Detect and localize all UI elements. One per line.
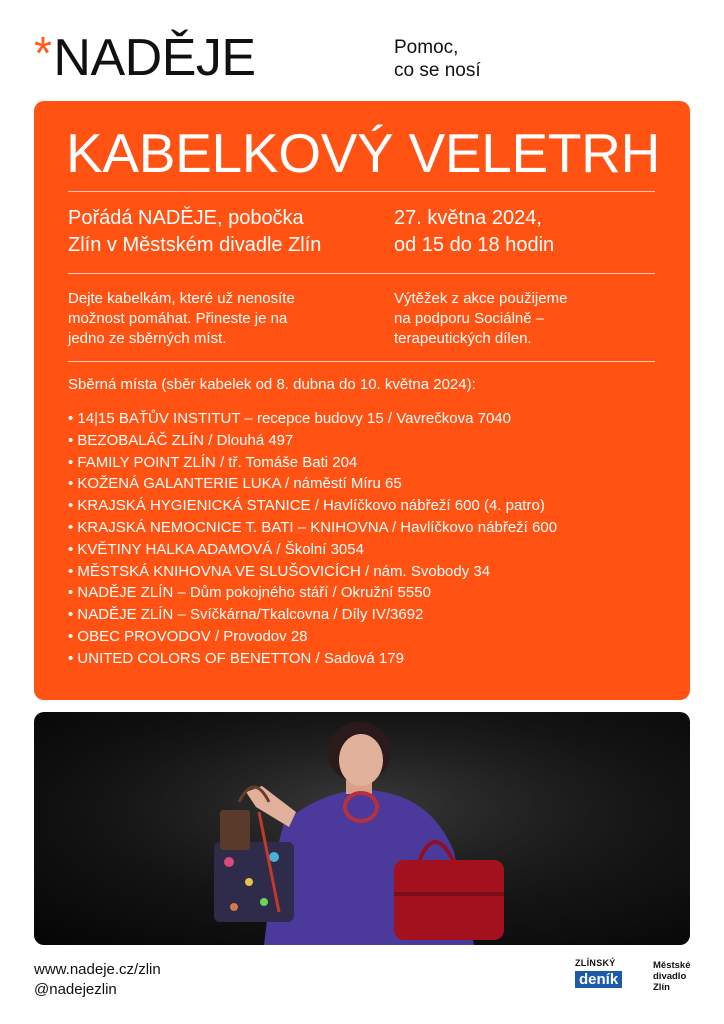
brown-handbag (220, 810, 250, 850)
site-name: • KVĚTINY HALKA ADAMOVÁ (68, 540, 273, 558)
theatre-line: Městské (653, 960, 691, 971)
mestske-divadlo-logo (653, 960, 691, 993)
zlinsky-denik-logo (575, 958, 637, 989)
site-address: – Dům pokojného stáří / Okružní 5550 (173, 584, 431, 602)
site-name: • NADĚJE ZLÍN (68, 584, 174, 602)
site-address: / Havlíčkovo nábřeží 600 (387, 518, 558, 536)
divider (68, 191, 655, 192)
floral-handbag (214, 842, 294, 922)
site-address: / Školní 3054 (272, 540, 364, 558)
site-name: • UNITED COLORS OF BENETTON (68, 649, 312, 667)
social-handle[interactable]: @nadejezlin (34, 981, 117, 998)
event-panel (34, 101, 690, 700)
site-name: • KRAJSKÁ NEMOCNICE T. BATI – KNIHOVNA (68, 518, 388, 536)
logo-text: NADĚJE (53, 29, 256, 87)
bag-pattern (269, 852, 279, 862)
collection-sites-heading: Sběrná místa (sběr kabelek od 8. dubna do 10. května 2024): (68, 376, 476, 393)
divider (68, 273, 655, 274)
list-item (68, 539, 557, 561)
tagline-line-1: Pomoc, (394, 37, 459, 58)
list-item (68, 495, 557, 517)
site-name: • FAMILY POINT ZLÍN (68, 453, 216, 471)
denik-name: deník (575, 971, 622, 988)
red-handbag (394, 860, 504, 940)
site-name: • MĚSTSKÁ KNIHOVNA VE SLUŠOVICÍCH (68, 562, 361, 580)
proceeds-line: Výtěžek z akce použijeme (394, 290, 568, 307)
site-name: • KRAJSKÁ HYGIENICKÁ STANICE (68, 497, 311, 515)
proceeds-text (394, 289, 567, 349)
site-address: / Provodov 28 (210, 627, 308, 645)
list-item (68, 408, 557, 430)
collection-sites-list (68, 408, 557, 670)
bag-pattern (224, 857, 234, 867)
organizer-line-1: Pořádá NADĚJE, pobočka (68, 207, 304, 229)
bag-pattern (230, 903, 238, 911)
site-address: / tř. Tomáše Bati 204 (215, 453, 358, 471)
theatre-line: divadlo (653, 971, 687, 982)
organizer-info (68, 205, 321, 259)
list-item (68, 473, 557, 495)
footer-contacts (34, 960, 161, 1000)
appeal-text (68, 289, 295, 349)
site-name: • KOŽENÁ GALANTERIE LUKA (68, 475, 281, 493)
site-address: / náměstí Míru 65 (280, 475, 402, 493)
nadeje-logo (34, 27, 256, 87)
handbags-photo-illustration (34, 712, 690, 945)
divider (68, 361, 655, 362)
tagline-line-2: co se nosí (394, 60, 481, 81)
site-address: – Svíčkárna/Tkalcovna / Díly IV/3692 (173, 606, 424, 624)
denik-top-label: ZLÍNSKÝ (575, 958, 616, 968)
proceeds-line: terapeutických dílen. (394, 330, 532, 347)
site-address: – recepce budovy 15 / Vavrečkova 7040 (240, 410, 511, 427)
site-address: / Dlouhá 497 (204, 431, 294, 449)
date-line-1: 27. května 2024, (394, 207, 542, 229)
list-item (68, 648, 557, 670)
site-address: / nám. Svobody 34 (360, 562, 491, 580)
list-item (68, 582, 557, 604)
person-face (339, 734, 383, 786)
site-name: • NADĚJE ZLÍN (68, 606, 174, 624)
appeal-line: Dejte kabelkám, které už nenosíte (68, 290, 295, 307)
site-name: • BEZOBALÁČ ZLÍN (68, 431, 205, 449)
appeal-line: možnost pomáhat. Přineste je na (68, 310, 288, 327)
site-name: • OBEC PROVODOV (68, 627, 211, 645)
date-line-2: od 15 do 18 hodin (394, 234, 555, 256)
site-address: / Havlíčkovo nábřeží 600 (4. patro) (310, 497, 545, 515)
appeal-line: jedno ze sběrných míst. (68, 330, 227, 347)
site-address: / Sadová 179 (311, 649, 404, 667)
organizer-line-2: Zlín v Městském divadle Zlín (68, 234, 322, 256)
list-item (68, 604, 557, 626)
site-name: • 14|15 BAŤŮV INSTITUT (68, 410, 241, 427)
list-item (68, 452, 557, 474)
list-item (68, 626, 557, 648)
event-date (394, 205, 554, 259)
tagline (394, 36, 481, 82)
event-photo (34, 712, 690, 945)
logo-asterisk: * (34, 27, 52, 79)
theatre-line: Zlín (653, 982, 670, 993)
list-item (68, 561, 557, 583)
list-item (68, 517, 557, 539)
proceeds-line: na podporu Sociálně – (394, 310, 545, 327)
list-item (68, 430, 557, 452)
bag-pattern (245, 878, 253, 886)
bag-pattern (260, 898, 268, 906)
bag-seam (394, 892, 504, 896)
website-link[interactable]: www.nadeje.cz/zlin (34, 961, 161, 978)
event-title: KABELKOVÝ VELETRH (66, 122, 661, 184)
